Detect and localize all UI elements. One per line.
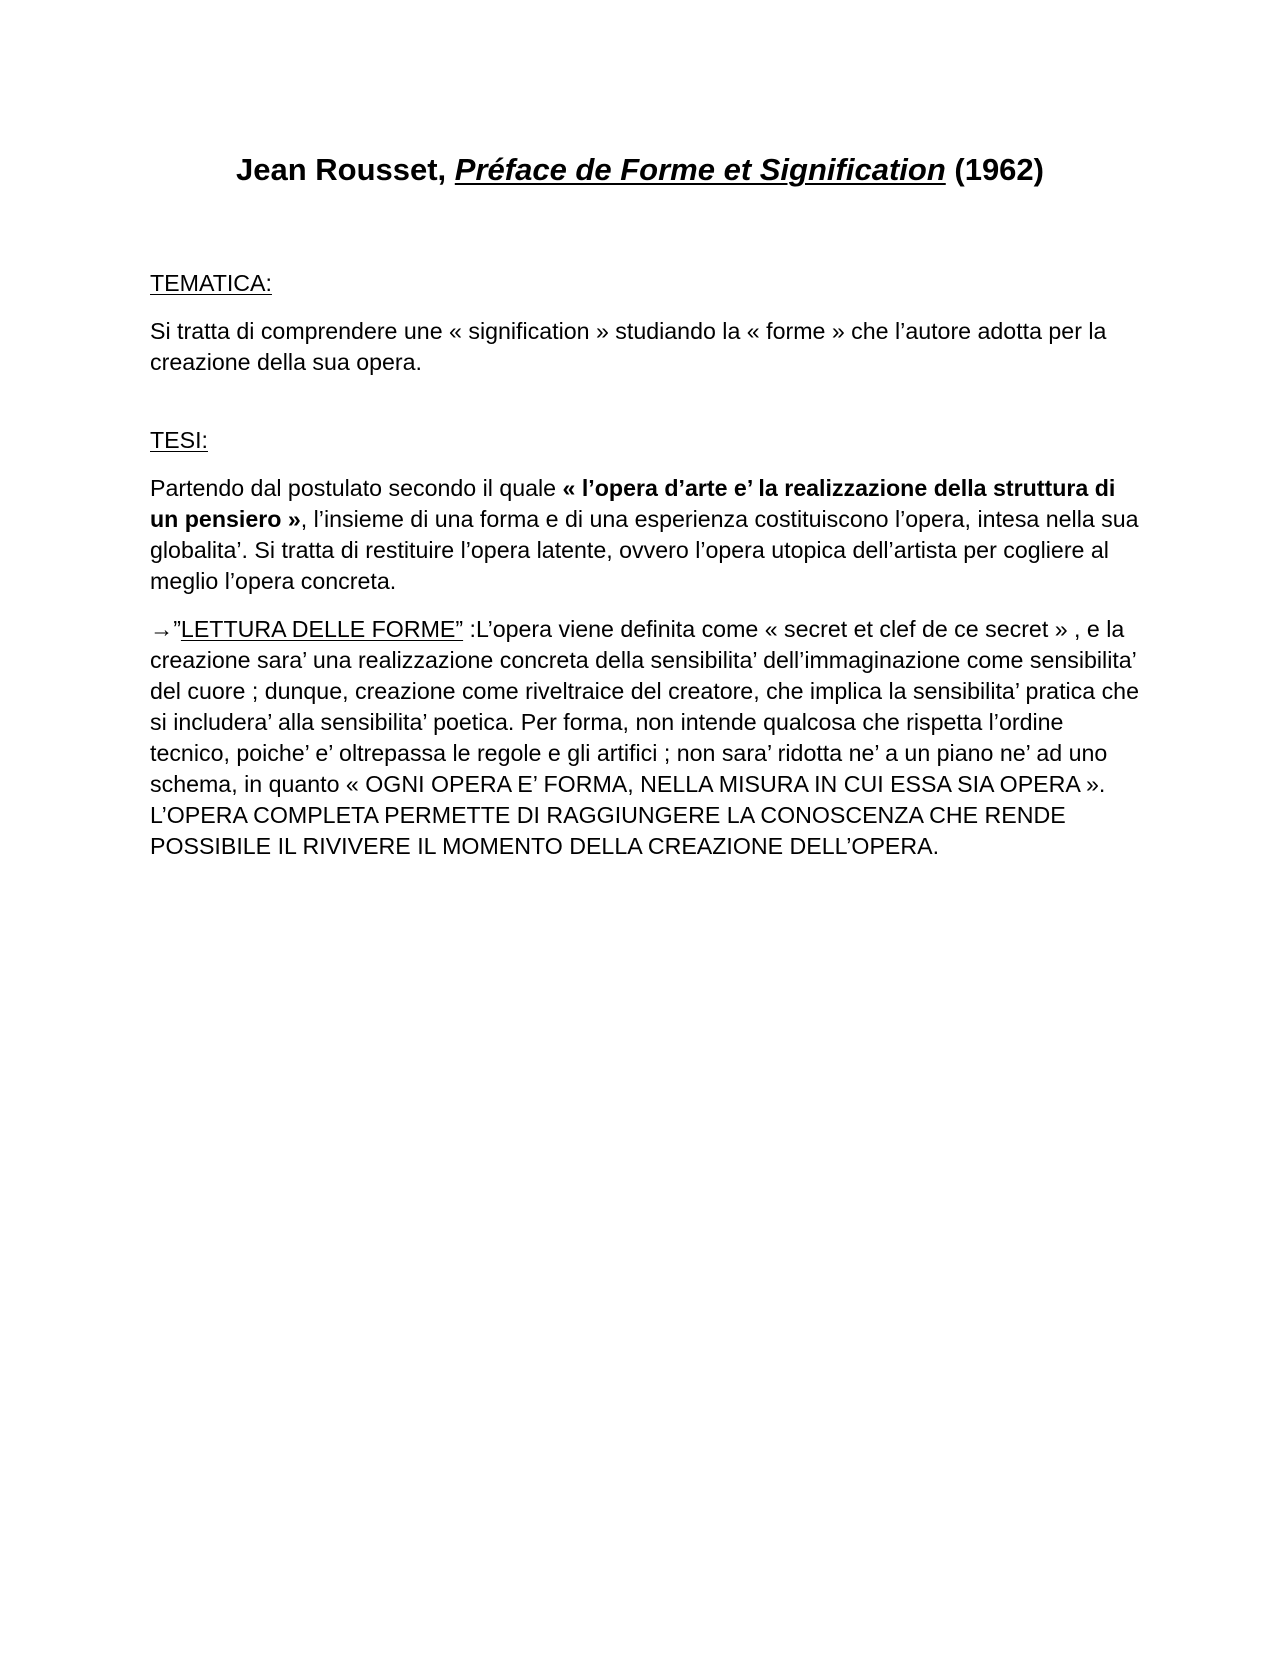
paragraph-tesi-2-rest: :L’opera viene definita come « secret et clef de ce secret » , e la creazione sara’ una realizzazione concreta della sensibilita’ dell’immaginazione come sensibilita’ del cuore ; dunque, creazione come riveltraice del creatore, che implica la sensibilita’ pratica che si includera’ alla sensibilita’ poetica. Per forma, non intende qualcosa che rispetta l’ordine tecnico, poiche’ e’ oltrepassa le regole e gli artifici ; non sara’ ridotta ne’ a un piano ne’ ad uno schema, in quanto « OGNI OPERA E’ FORMA, NELLA MISURA IN CUI ESSA SIA OPERA ». L’OPERA COMPLETA PERMETTE DI RAGGIUNGERE LA CONOSCENZA CHE RENDE POSSIBILE IL RIVIVERE IL MOMENTO DELLA CREAZIONE DELL’OPERA. bbox=[150, 616, 1139, 859]
section-heading-tematica: TEMATICA: bbox=[150, 270, 272, 296]
paragraph-tesi-2-keyword: LETTURA DELLE FORME” bbox=[180, 616, 464, 642]
paragraph-tesi-1-quote: « l’opera d’arte e’ la realizzazione della struttura di un pensiero » bbox=[150, 475, 1116, 532]
paragraph-tematica: Si tratta di comprendere une « signification » studiando la « forme » che l’autore adotta per la creazione della sua opera. bbox=[150, 318, 1107, 375]
spacer bbox=[150, 456, 1140, 473]
spacer bbox=[150, 597, 1140, 614]
paragraph-tesi-1-intro: Partendo dal postulato secondo il quale bbox=[150, 475, 563, 501]
arrow-glyph: →” bbox=[150, 616, 181, 642]
spacer bbox=[150, 378, 1140, 425]
title-work: Préface de Forme et Signification bbox=[454, 152, 946, 187]
spacer bbox=[150, 299, 1140, 316]
title-year: (1962) bbox=[945, 152, 1044, 187]
paragraph-tesi-2 bbox=[150, 614, 1140, 862]
document-title bbox=[0, 152, 1280, 188]
paragraph-tesi-1 bbox=[150, 473, 1140, 597]
section-heading-tesi: TESI: bbox=[150, 427, 208, 453]
paragraph-tesi-1-rest: , l’insieme di una forma e di una esperienza costituiscono l’opera, intesa nella sua globalita’. Si tratta di restituire l’opera latente, ovvero l’opera utopica dell’artista per cogliere al meglio l’opera concreta. bbox=[150, 506, 1139, 594]
document-body bbox=[150, 268, 1140, 862]
title-author: Jean Rousset, bbox=[235, 152, 455, 187]
